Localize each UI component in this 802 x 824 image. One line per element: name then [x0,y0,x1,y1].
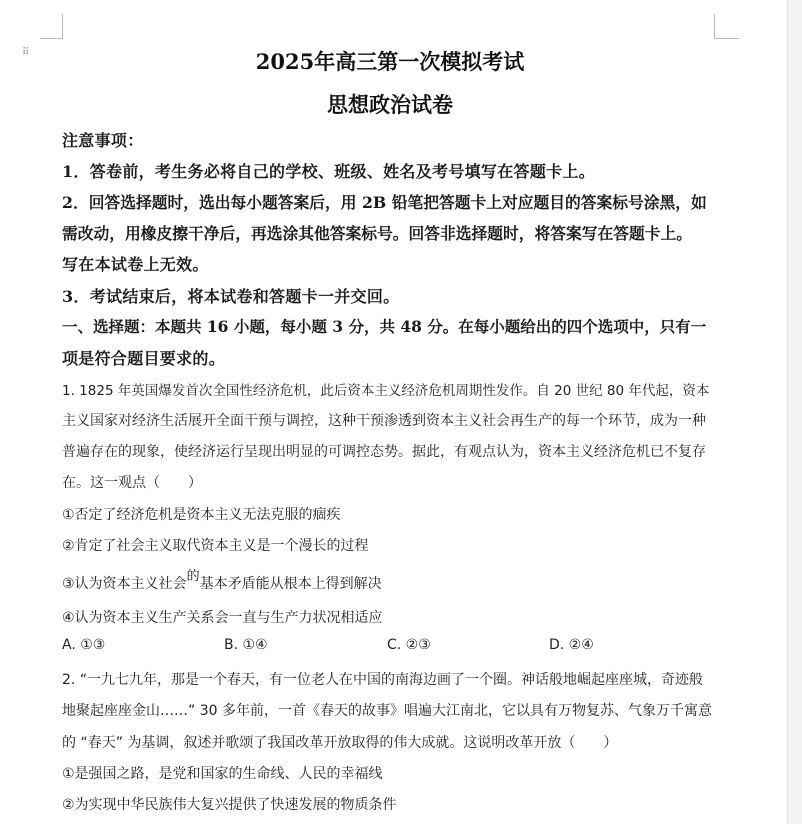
crop-mark-top-right [714,14,739,39]
notice-item-2-line-3: 写在本试卷上无效。 [62,255,209,274]
drag-handle-icon[interactable]: ⠿ [22,47,31,58]
q1-stem-line-2: 主义国家对经济生活展开全面干预与调控，这种干预渗透到资本主义社会再生产的每一个环节，成为一种 [62,413,706,429]
q1-statement-2: ②肯定了社会主义取代资本主义是一个漫长的过程 [62,538,369,554]
q2-statement-2: ②为实现中华民族伟大复兴提供了快速发展的物质条件 [62,797,397,813]
q2-stem-line-2: 地聚起座座金山……” 30 多年前，一首《春天的故事》唱遍大江南北，它以具有万物复苏、气象万千寓意 [62,703,712,719]
q1-statement-3-raised-char: 的 [186,569,200,584]
notice-heading: 注意事项： [62,131,144,150]
q1-statement-4: ④认为资本主义生产关系会一直与生产力状况相适应 [62,610,383,626]
q1-option-d: D. ②④ [549,637,594,653]
q2-stem-line-3: 的 “春天” 为基调，叙述并歌颂了我国改革开放取得的伟大成就。这说明改革开放（ ） [62,735,618,751]
q1-stem-line-3: 普遍存在的现象，使经济运行呈现出明显的可调控态势。据此，有观点认为，资本主义经济危机已不复存 [62,444,706,460]
section-heading-line-2: 项是符合题目要求的。 [62,349,226,368]
exam-title: 2025年高三第一次模拟考试 [255,49,525,74]
right-gutter [787,0,802,824]
q1-option-c: C. ②③ [387,637,431,653]
exam-subtitle: 思想政治试卷 [327,92,453,117]
q1-statement-1: ①否定了经济危机是资本主义无法克服的痼疾 [62,507,341,523]
q1-statement-3-before: ③认为资本主义社会 [62,576,187,592]
notice-item-2-line-1: 2．回答选择题时，选出每小题答案后，用 2B 铅笔把答题卡上对应题目的答案标号涂黑，如 [62,193,707,212]
q2-statement-1: ①是强国之路，是党和国家的生命线、人民的幸福线 [62,766,383,782]
q1-statement-3 [62,569,382,593]
q1-option-a: A. ①③ [62,637,106,653]
q2-stem-line-1: 2. “一九七九年，那是一个春天，有一位老人在中国的南海边画了一个圈。神话般地崛起座座城，奇迹般 [62,672,704,688]
notice-item-1: 1．答卷前，考生务必将自己的学校、班级、姓名及考号填写在答题卡上。 [62,162,596,181]
q1-stem-line-1: 1. 1825 年英国爆发首次全国性经济危机，此后资本主义经济危机周期性发作。自 20 世纪 80 年代起，资本 [62,383,710,399]
crop-mark-top-left [40,14,63,39]
q1-statement-3-after: 基本矛盾能从根本上得到解决 [199,576,382,592]
q1-option-b: B. ①④ [224,637,268,653]
notice-item-2-line-2: 需改动，用橡皮擦干净后，再选涂其他答案标号。回答非选择题时，将答案写在答题卡上。 [62,224,692,243]
section-heading-line-1: 一、选择题：本题共 16 小题，每小题 3 分，共 48 分。在每小题给出的四个选项中，只有一 [62,317,707,336]
notice-item-3: 3．考试结束后，将本试卷和答题卡一并交回。 [62,287,400,306]
q1-stem-line-4: 在。这一观点（ ） [62,475,202,491]
